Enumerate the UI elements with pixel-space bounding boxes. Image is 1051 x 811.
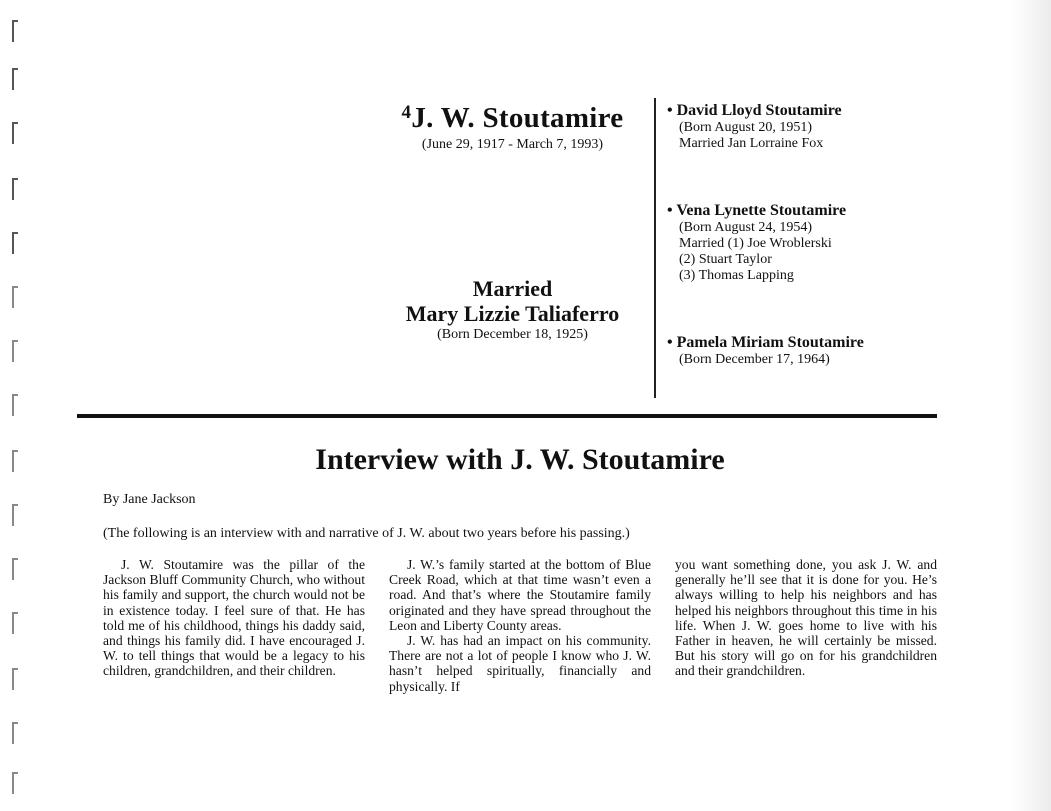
paragraph: J. W. has had an impact on his community. There are not a lot of people I know who J. W. hasn’t helped spiritually, financially and physically. If [389, 633, 651, 694]
page-edge-shadow [1011, 0, 1051, 811]
binder-ring [12, 722, 18, 744]
married-heading: Married [472, 276, 553, 301]
binder-ring [12, 668, 18, 690]
child-detail: (Born August 20, 1951) [679, 120, 812, 135]
child-detail: (3) Thomas Lapping [679, 268, 794, 283]
child-entry [667, 334, 947, 368]
article-column-1 [103, 557, 365, 679]
article-column-2 [389, 557, 651, 694]
parent-name [380, 96, 645, 135]
binder-ring [12, 504, 18, 526]
binder-ring [12, 232, 18, 254]
child-detail: (Born August 24, 1954) [679, 220, 812, 235]
paragraph: you want something done, you ask J. W. and generally he’ll see that it is done for you. He’s always willing to help his neighbors and has helped his neighbors throughout this time in his life. When J. W. goes home to live with his Father in heaven, he will certainly be missed. But his story will go on for his grandchildren and their grandchildren. [675, 557, 937, 679]
child-name: • Pamela Miriam Stoutamire [667, 334, 864, 351]
child-name: • David Lloyd Stoutamire [667, 102, 842, 119]
spouse-born: (Born December 18, 1925) [437, 327, 588, 342]
child-detail: Married Jan Lorraine Fox [679, 136, 824, 151]
child-entry [667, 202, 947, 284]
article-title: Interview with J. W. Stoutamire [315, 443, 725, 476]
binder-ring-marks [8, 0, 22, 811]
binder-ring [12, 20, 18, 42]
parent-dates: (June 29, 1917 - March 7, 1993) [421, 137, 604, 152]
family-divider-line [654, 98, 656, 398]
child-detail: (2) Stuart Taylor [679, 252, 772, 267]
child-detail: (Born December 17, 1964) [679, 352, 830, 367]
section-divider [77, 414, 937, 418]
child-entry [667, 102, 947, 152]
spouse-block [380, 276, 645, 344]
paragraph: J. W. Stoutamire was the pillar of the Jackson Bluff Community Church, who without his family and support, the church would not be in existence today. I feel sure of that. He has told me of his childhood, things his daddy said, and things his family did. I have encouraged J. W. to tell things that would be a legacy to his children, grandchildren, and their children. [103, 557, 365, 679]
paragraph: J. W.’s family started at the bottom of Blue Creek Road, which at that time wasn’t even a road. And that’s where the Stoutamire family originated and they have spread throughout the Leon and Liberty County areas. [389, 557, 651, 633]
binder-ring [12, 772, 18, 794]
byline: By Jane Jackson [103, 492, 196, 507]
spouse-name: Mary Lizzie Taliaferro [405, 301, 620, 326]
binder-ring [12, 340, 18, 362]
child-name: • Vena Lynette Stoutamire [667, 202, 847, 219]
binder-ring [12, 286, 18, 308]
binder-ring [12, 612, 18, 634]
binder-ring [12, 558, 18, 580]
article-intro: (The following is an interview with and narrative of J. W. about two years before his passing.) [103, 526, 630, 541]
child-detail: Married (1) Joe Wroblerski [679, 236, 832, 251]
binder-ring [12, 394, 18, 416]
parent-block [380, 96, 645, 154]
generation-number: 4 [401, 102, 412, 123]
binder-ring [12, 178, 18, 200]
article-column-3 [675, 557, 937, 679]
parent-name-text: J. W. Stoutamire [411, 102, 624, 134]
binder-ring [12, 68, 18, 90]
binder-ring [12, 122, 18, 144]
